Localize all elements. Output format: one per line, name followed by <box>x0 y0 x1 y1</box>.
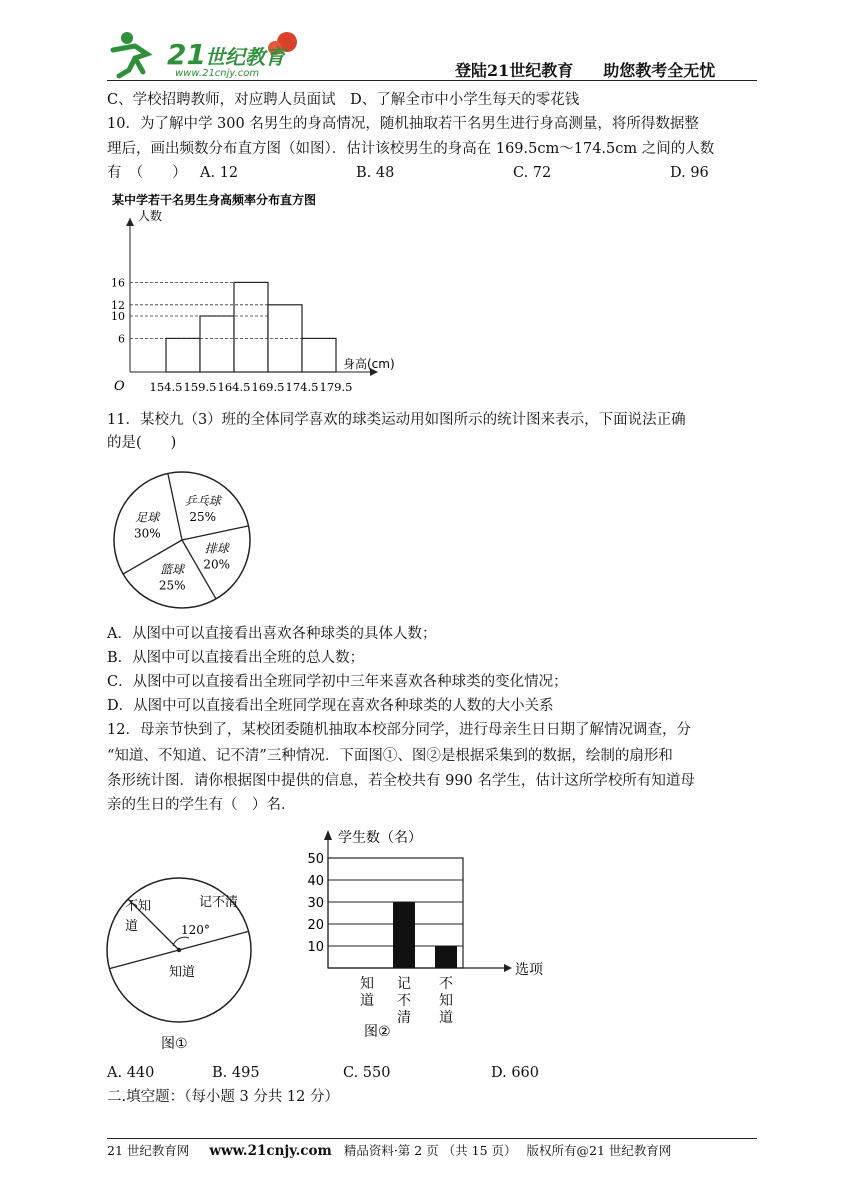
q12-line-2: “知道、不知道、记不清”三种情况．下面图①、图②是根据采集到的数据，绘制的扇形和 <box>107 748 673 764</box>
bar2-category-label: 知 <box>360 976 374 992</box>
logo-number: 21 <box>167 38 206 71</box>
bar2-y-arrow <box>324 830 332 840</box>
q10-option-c: C. 72 <box>513 165 552 181</box>
sports-pie-slice-label: 足球 <box>135 510 160 525</box>
sports-pie-slice-label: 乒乓球 <box>184 494 221 509</box>
footer-rule <box>107 1138 757 1139</box>
q12-option-d: D. 660 <box>491 1065 540 1081</box>
q10-line-3 <box>107 163 187 183</box>
bar2-y-tick: 50 <box>307 852 324 867</box>
footer-url: www.21cnjy.com <box>209 1143 332 1159</box>
footer-site-name: 21 世纪教育网 <box>107 1143 190 1158</box>
q10-line-1: 10．为了解中学 300 名男生的身高情况，随机抽取若干名男生进行身高测量，将所得数据整 <box>107 116 699 132</box>
header-slogan <box>455 58 715 81</box>
site-logo <box>105 26 315 80</box>
histogram-bar <box>200 316 234 372</box>
q11-line-2: 的是( ) <box>107 435 177 451</box>
birthday-pie-slice-label: 道 <box>125 919 139 934</box>
q11-option-b: B．从图中可以直接看出全班的总人数； <box>107 650 365 666</box>
histogram-bar <box>166 338 200 372</box>
bar2-x-arrow <box>504 964 512 972</box>
sports-pie-slice-percent: 30% <box>133 526 161 541</box>
histogram-x-tick: 169.5 <box>251 380 285 394</box>
bar2-y-tick: 20 <box>307 918 324 933</box>
birthday-pie-slice-label: 记不清 <box>199 895 239 910</box>
histogram-x-label: 身高(cm) <box>343 357 395 371</box>
sports-pie-slice-percent: 25% <box>158 578 186 593</box>
page-footer <box>107 1141 671 1159</box>
histogram-bar <box>302 338 336 372</box>
bar2-category-label: 不 <box>397 993 411 1009</box>
bar2-category-label: 清 <box>397 1010 411 1026</box>
q11-line-1: 11．某校九（3）班的全体同学喜欢的球类运动用如图所示的统计图来表示，下面说法正确 <box>107 412 686 428</box>
bar2-y-tick: 30 <box>307 896 324 911</box>
birthday-pie-slice-label: 知道 <box>169 965 196 980</box>
bar2-bar <box>435 946 457 968</box>
sports-pie-slice-percent: 25% <box>189 510 217 525</box>
header-rule <box>107 80 757 81</box>
q10-option-a: A. 12 <box>200 165 239 181</box>
birthday-pie-slice-label: 不知 <box>125 899 152 914</box>
bar2-x-label: 选项 <box>515 962 543 978</box>
q11-option-c: C．从图中可以直接看出全班同学初中三年来喜欢各种球类的变化情况； <box>107 674 568 690</box>
histogram-bar <box>234 282 268 372</box>
bar2-y-tick: 10 <box>307 940 324 955</box>
bar2-y-tick: 40 <box>307 874 324 889</box>
histogram-y-tick: 16 <box>111 276 125 290</box>
histogram-y-tick: 6 <box>118 332 125 346</box>
runner-figure <box>113 32 147 76</box>
sports-pie-slice-label: 排球 <box>204 541 229 556</box>
bar2-category-label: 道 <box>360 993 374 1009</box>
figure-1-caption: 图① <box>161 1036 188 1052</box>
section-2-heading: 二.填空题：（每小题 3 分共 12 分） <box>107 1089 339 1105</box>
bar2-y-label: 学生数（名） <box>338 830 422 846</box>
histogram-x-tick: 159.5 <box>183 380 217 394</box>
q10-option-d: D. 96 <box>670 165 709 181</box>
bar2-category-label: 不 <box>439 976 453 992</box>
q12-option-c: C. 550 <box>343 1065 391 1081</box>
q10-option-b: B. 48 <box>356 165 395 181</box>
sports-pie-slice-percent: 20% <box>203 557 231 572</box>
q9-options-cd: C、学校招聘教师，对应聘人员面试 D、了解全市中小学生每天的零花钱 <box>107 92 580 108</box>
q10-answer-blank: 有 （ ） <box>107 165 187 181</box>
histogram-y-tick: 10 <box>111 310 125 323</box>
logo-url: www.21cnjy.com <box>175 68 260 79</box>
header-slogan-right: 助您教考全无忧 <box>603 61 716 80</box>
histogram-y-tick: 12 <box>111 298 125 312</box>
q11-option-d: D．从图中可以直接看出全班同学现在喜欢各种球类的人数的大小关系 <box>107 698 554 714</box>
sports-pie-slice-label: 篮球 <box>160 562 185 577</box>
figure-2-caption: 图② <box>364 1024 391 1040</box>
ball-sports-pie-chart <box>108 466 258 616</box>
birthday-pie-center <box>177 948 181 952</box>
footer-page-info: 精品资料·第 2 页 （共 15 页） <box>343 1143 517 1158</box>
q12-line-3: 条形统计图．请你根据图中提供的信息，若全校共有 990 名学生，估计这所学校所有知道母 <box>107 773 695 789</box>
birthday-pie-angle-label: 120° <box>181 923 210 937</box>
histogram-y-arrow <box>126 218 134 226</box>
header-slogan-left: 登陆21世纪教育 <box>455 61 574 80</box>
q12-line-4: 亲的生日的学生有（ ）名． <box>107 797 296 813</box>
histogram-origin: O <box>114 379 125 394</box>
footer-copyright: 版权所有@21 世纪教育网 <box>526 1143 672 1158</box>
bar2-category-label: 记 <box>397 976 411 992</box>
histogram-x-tick: 179.5 <box>319 380 353 394</box>
q12-option-a: A. 440 <box>107 1065 155 1081</box>
q12-option-b: B. 495 <box>212 1065 260 1081</box>
histogram-y-label: 人数 <box>138 209 163 223</box>
logo-text: 世纪教育 <box>205 45 285 69</box>
q11-option-a: A．从图中可以直接看出喜欢各种球类的具体人数； <box>107 626 437 642</box>
histogram-x-tick: 174.5 <box>285 380 319 394</box>
birthday-bar-chart <box>298 822 560 1042</box>
height-histogram <box>108 190 398 400</box>
birthday-pie-chart <box>103 858 258 1053</box>
histogram-title: 某中学若干名男生身高频率分布直方图 <box>112 193 317 207</box>
q10-line-2: 理后，画出频数分布直方图（如图）．估计该校男生的身高在 169.5cm～174.5cm 之间的人数 <box>107 141 715 157</box>
bar2-bar <box>393 902 415 968</box>
bar2-category-label: 道 <box>439 1010 453 1026</box>
histogram-x-tick: 164.5 <box>217 380 251 394</box>
q12-line-1: 12．母亲节快到了，某校团委随机抽取本校部分同学，进行母亲生日日期了解情况调查，分 <box>107 722 691 738</box>
histogram-x-tick: 154.5 <box>149 380 183 394</box>
bar2-category-label: 知 <box>439 993 453 1009</box>
